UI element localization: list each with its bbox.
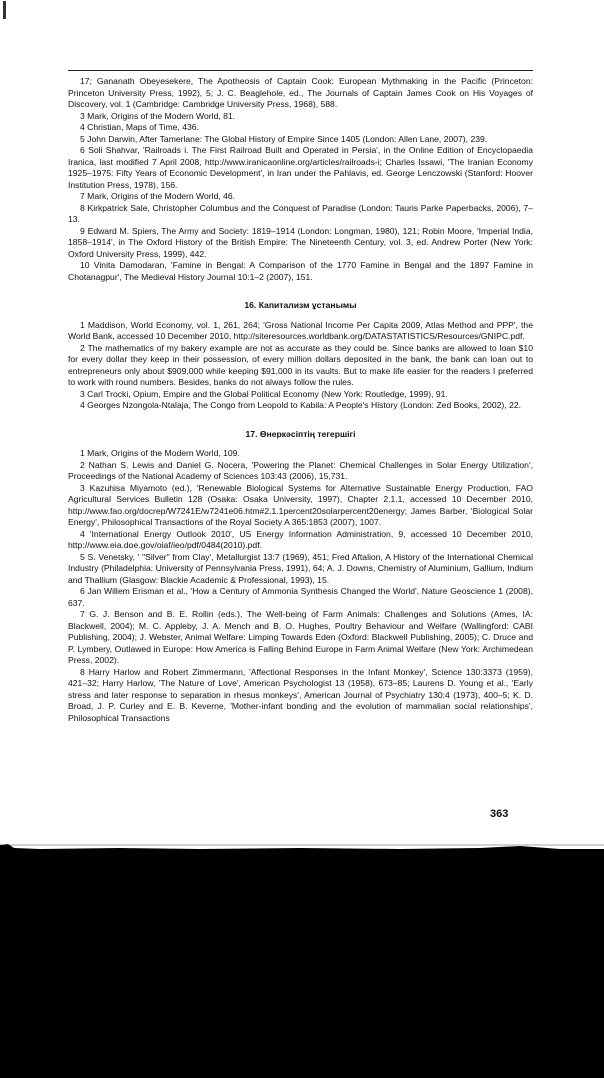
scanner-black-area xyxy=(0,851,604,1078)
endnote: 4 Christian, Maps of Time, 436. xyxy=(80,122,199,132)
endnote: 5 S. Venetsky, ' "Silver" from Clay', Metallurgist 13:7 (1969), 451; Fred Aftalion, A History of the International Chemical Industry (Philadelphia: University of Pennsylvania Press, 1991), 64; A. J. Downs, Chemistry of Aluminium, Gallium, Indium and Thallium (Glasgow: Blackie Academic & Professional, 1993), 15. xyxy=(68,551,533,585)
scan-edge-artifact xyxy=(0,843,604,851)
endnote: 17; Gananath Obeyesekere, The Apotheosis of Captain Cook: European Mythmaking in the Pacific (Princeton: Princeton University Press, 1992), 5; J. C. Beaglehole, ed., The Journals of Captain James Cook on His Voyages of Discovery, vol. 1 (Cambridge: Cambridge University Press, 1968), 588. xyxy=(68,76,533,109)
scan-artifact-mark xyxy=(3,1,6,19)
endnote: 4 Georges Nzongola-Ntalaja, The Congo from Leopold to Kabila: A People's History (London: Zed Books, 2002), 22. xyxy=(80,400,521,410)
page-number: 363 xyxy=(490,808,509,820)
endnote: 3 Carl Trocki, Opium, Empire and the Global Political Economy (New York: Routledge, 1999), 91. xyxy=(80,388,448,399)
endnote: 1 Maddison, World Economy, vol. 1, 261, 264; 'Gross National Income Per Capita 2009, Atlas Method and PPP', the World Bank, accessed 10 December 2010, http://siteresources.worldbank.org/DATASTATISTICS/Resources/GNIPC.pdf. xyxy=(68,319,533,341)
endnote: 6 Jan Willem Erisman et al., 'How a Century of Ammonia Synthesis Changed the World', Nature Geoscience 1 (2008), 637. xyxy=(68,586,533,608)
endnote: 5 John Darwin, After Tamerlane: The Global History of Empire Since 1405 (London: Allen Lane, 2007), 239. xyxy=(80,133,488,144)
endnote: 6 Soli Shahvar, 'Railroads i. The First Railroad Built and Operated in Persia', in the Online Edition of Encyclopaedia Iranica, last modified 7 April 2008, http://www.iranicaonline.org/articles/railroads-i; Charles Issawi, 'The Iranian Economy 1925–1975: Fifty Years of Economic Development', in Iran under the Pahlavis, ed. George Lenczowski (Stanford: Hoover Institution Press, 1978), 156. xyxy=(68,145,533,190)
endnote: 10 Vinita Damodaran, 'Famine in Bengal: A Comparison of the 1770 Famine in Bengal and the 1897 Famine in Chotanagpur', The Medieval History Journal 10:1–2 (2007), 151. xyxy=(68,260,533,282)
endnote: 8 Kirkpatrick Sale, Christopher Columbus and the Conquest of Paradise (London: Tauris Parke Paperbacks, 2006), 7–13. xyxy=(68,202,533,224)
top-rule xyxy=(68,70,533,71)
endnote: 4 'International Energy Outlook 2010', US Energy Information Administration, 9, accessed 10 December 2010, http://www.eia.doe.gov/oiaf/ieo/pdf/0484(2010).pdf. xyxy=(68,528,533,550)
endnote: 2 The mathematics of my bakery example are not as accurate as they could be. Since banks are allowed to loan $10 for every dollar they keep in their possession, of every million dollars deposited in the bank, the bank can loan out to entrepreneurs only about $909,000 while keeping $91,000 in its vaults. But to make life easier for the readers I preferred to work with round numbers. Besides, banks do not always follow the rules. xyxy=(68,342,533,387)
endnote: 8 Harry Harlow and Robert Zimmermann, 'Affectional Responses in the Infant Monkey', Science 130:3373 (1959), 421–32; Harry Harlow, 'The Nature of Love', American Psychologist 13 (1958), 673–85; Laurens D. Young et al., 'Early stress and later response to separation in rhesus monkeys', American Journal of Psychiatry 130:4 (1973), 400–5; K. D. Broad, J. P. Curley and E. B. Keverne, 'Mother-infant bonding and the evolution of mammalian social relationships', Philosophical Transactions xyxy=(68,666,533,723)
endnote: 3 Kazuhisa Miyamoto (ed.), 'Renewable Biological Systems for Alternative Sustainable Energy Production, FAO Agricultural Services Bulletin 128 (Osaka: Osaka University, 1997), Chapter 2.1.1, accessed 10 December 2010, http://www.fao.org/docrep/W7241E/w7241e06.htm#2.1.1percent20solarpercent20energy; James Barber, 'Biological Solar Energy', Philosophical Transactions of the Royal Society A 365:1853 (2007), 1007. xyxy=(68,482,533,527)
endnote: 1 Mark, Origins of the Modern World, 109. xyxy=(80,448,240,458)
notes-section-17 xyxy=(68,448,533,724)
chapter-heading-16: 16. Капитализм ұстанымы xyxy=(244,300,357,310)
endnote: 3 Mark, Origins of the Modern World, 81. xyxy=(80,110,236,121)
notes-section-16 xyxy=(68,320,533,412)
endnotes xyxy=(68,76,533,724)
endnote: 2 Nathan S. Lewis and Daniel G. Nocera, 'Powering the Planet: Chemical Challenges in Solar Energy Utilization', Proceedings of the National Academy of Sciences 103:43 (2006), 15,731. xyxy=(68,459,533,481)
chapter-heading-17: 17. Өнеркәсіптің тегершігі xyxy=(245,428,356,439)
endnote: 7 G. J. Benson and B. E. Rollin (eds.), The Well-being of Farm Animals: Challenges and Solutions (Ames, IA: Blackwell, 2004); M. C. Appleby, J. A. Mench and B. O. Hughes, Poultry Behaviour and Welfare (Wallingford: CABI Publishing, 2004); J. Webster, Animal Welfare: Limping Towards Eden (Oxford: Blackwell Publishing, 2005); C. Druce and P. Lymbery, Outlawed in Europe: How America is Falling Behind Europe in Farm Animal Welfare (New York: Archimedean Press, 2002). xyxy=(68,609,533,665)
endnote: 9 Edward M. Spiers, The Army and Society: 1819–1914 (London: Longman, 1980), 121; Robin Moore, 'Imperial India, 1858–1914', in The Oxford History of the British Empire: The Nineteenth Century, vol. 3, ed. Andrew Porter (New York: Oxford University Press, 1999), 442. xyxy=(68,225,533,259)
notes-section-continued xyxy=(68,76,533,283)
endnote: 7 Mark, Origins of the Modern World, 46. xyxy=(80,191,236,201)
